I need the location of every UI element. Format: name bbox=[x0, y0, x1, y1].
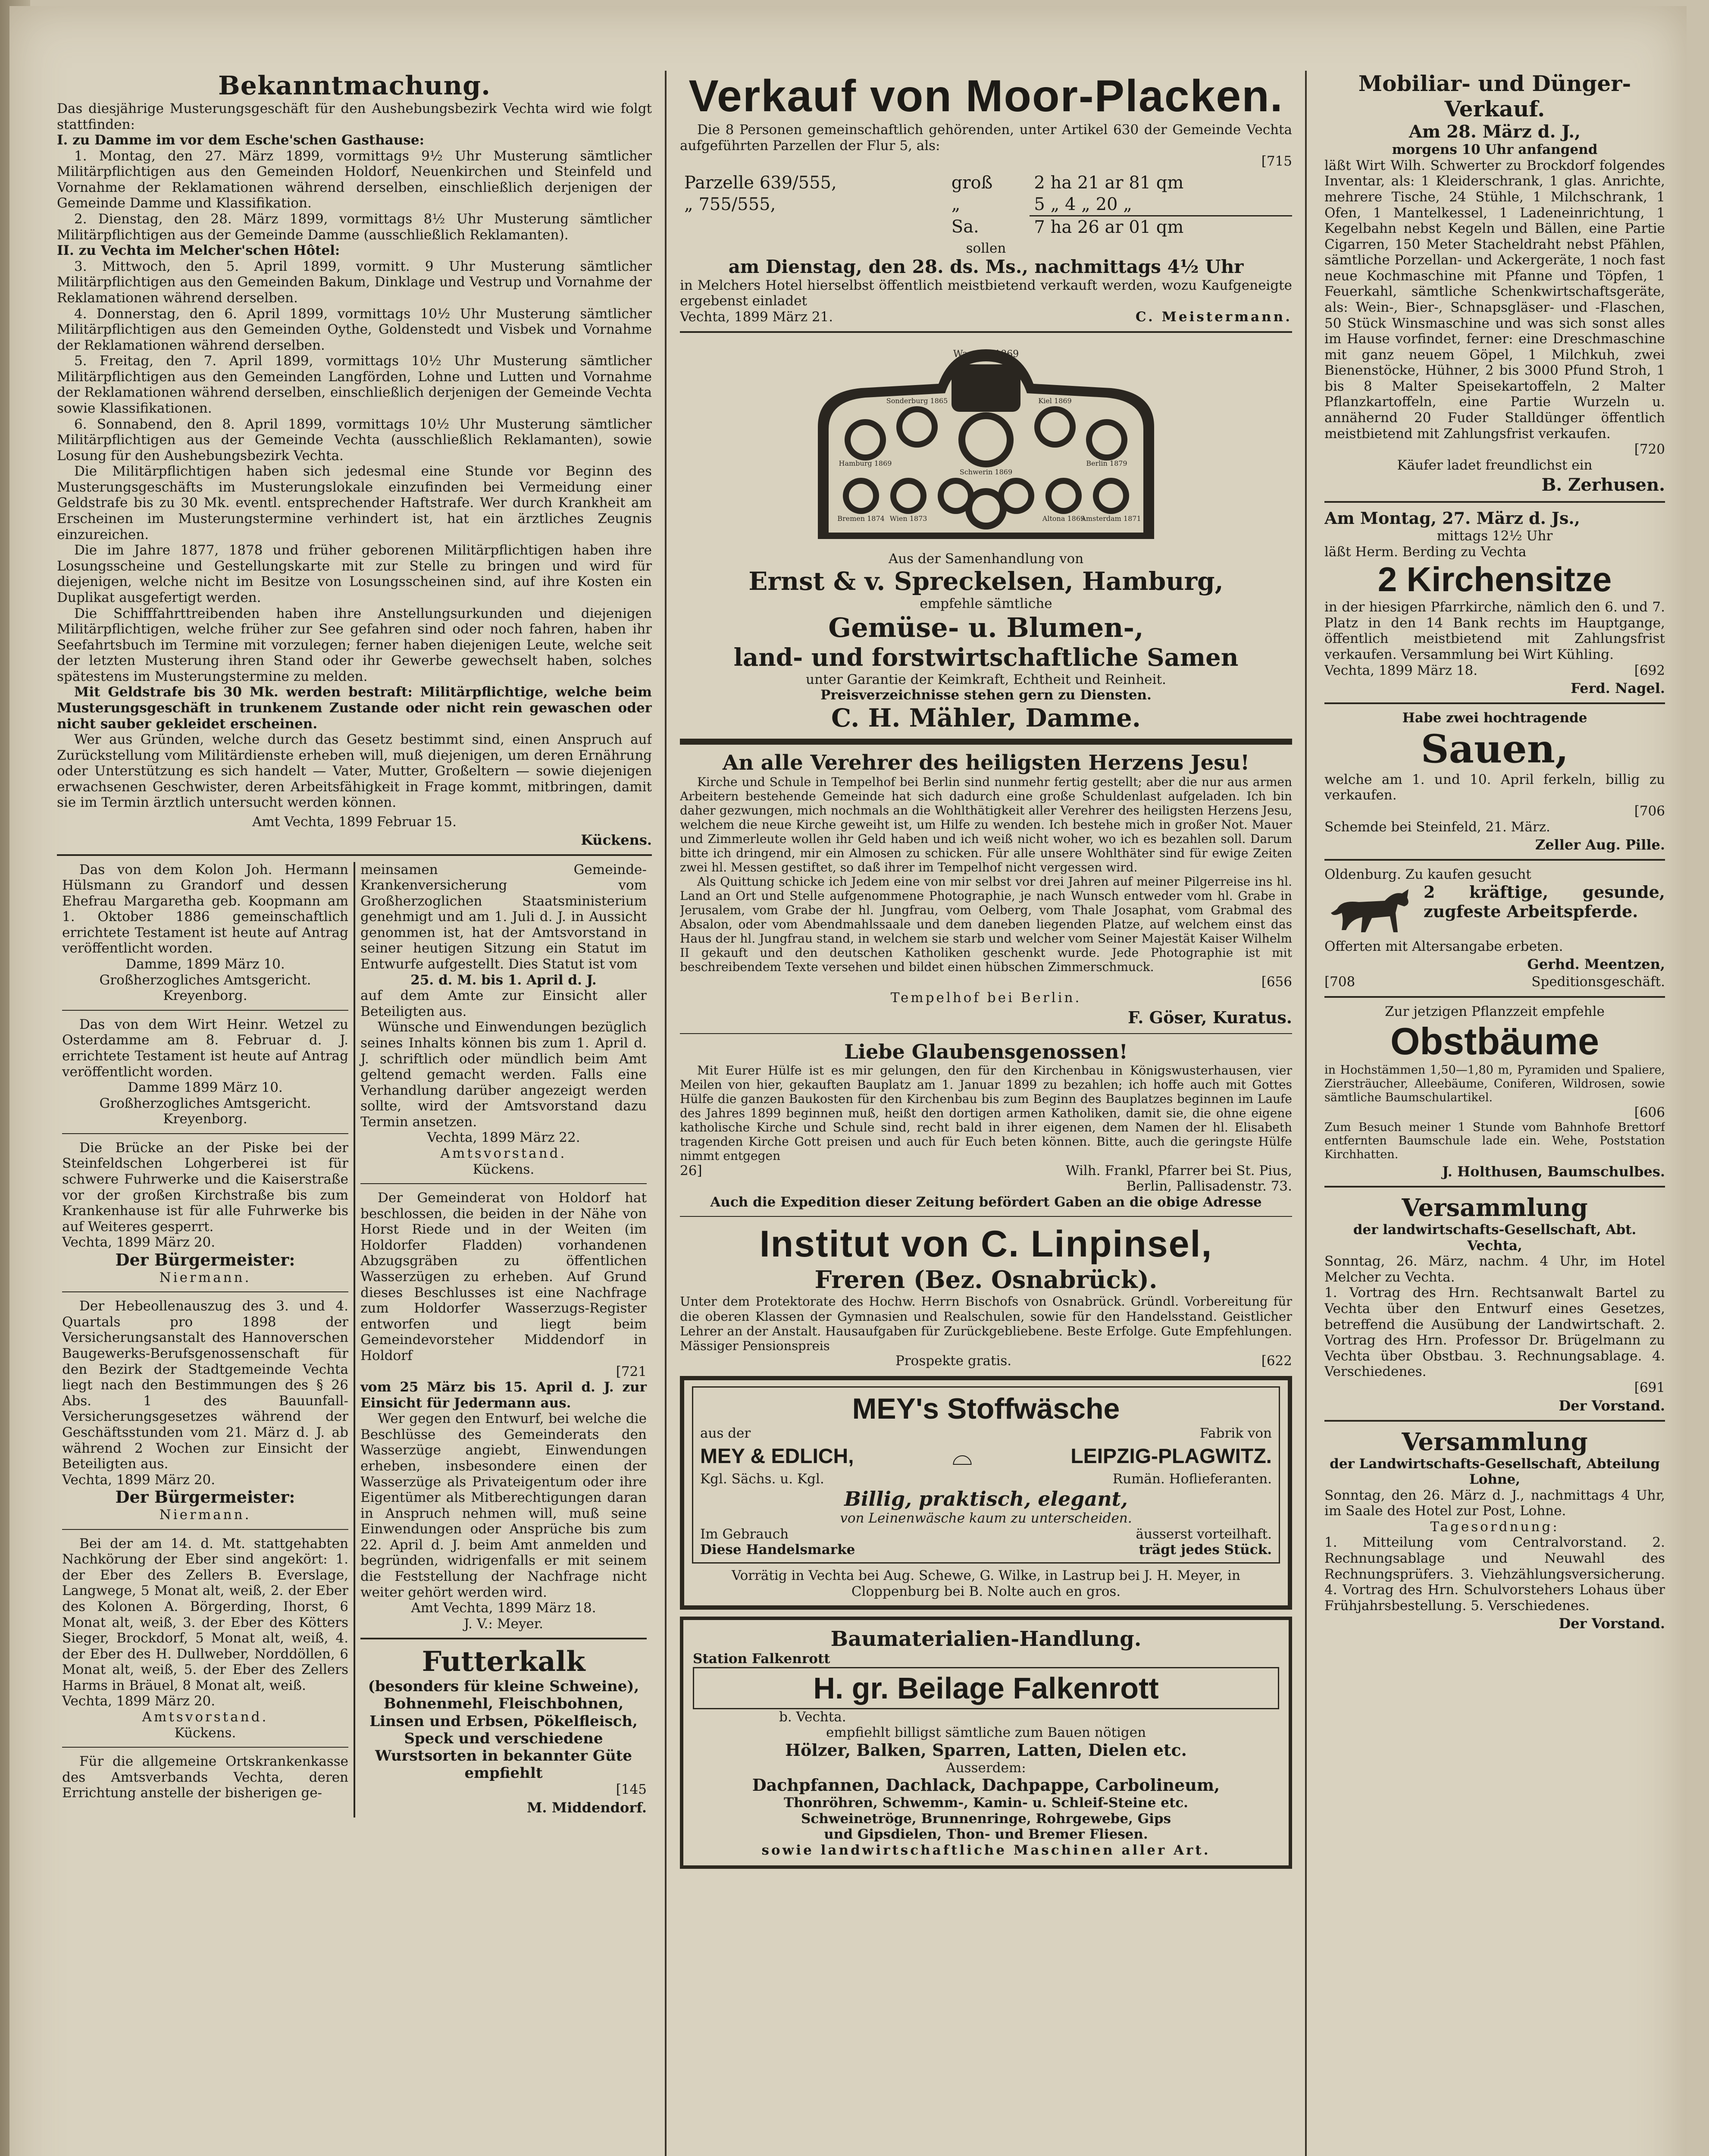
bau-line: und Gipsdielen, Thon- und Bremer Fliesen. bbox=[824, 1827, 1148, 1843]
mob-date: Am 28. März d. J., bbox=[1409, 122, 1581, 142]
parcel-label: Parzelle 639/555, bbox=[684, 172, 837, 193]
mob-signature: B. Zerhusen. bbox=[1541, 475, 1665, 495]
herz-body: Kirche und Schule in Tempelhof bei Berlin sind nunmehr fertig gestellt; aber die nur aus armen Arbeitern bestehende Gemeinde hat sich dadurch eine große Schuldenlast aufgeladen. Ich bin daher gezwungen, mich nochmals an die Wohlthätigkeit aller Verehrer des heiligsten Herzens Jesu, welchem die neue Kirche geweiht ist, um Hilfe zu wenden. Ich bestehe mich in großer Not. Mauer und Zimmerleute wollen ihr Geld haben und ich weiß nicht woher, wo ich es bezahlen soll. Darum bitte ich dringend, mir ein Almosen zu schicken. Für alle unsere Wohlthäter sind für ewige Zeiten zwei hl. Messen gestiftet, so daß ihrer im Tempelhof nicht vergessen wird. bbox=[680, 774, 1292, 875]
mey-supplier-left: Kgl. Sächs. u. Kgl. bbox=[700, 1471, 824, 1487]
ad-number: [606 bbox=[1634, 1104, 1665, 1120]
split-left bbox=[57, 862, 355, 1818]
parcel-size-label: „ bbox=[951, 194, 961, 215]
seed-line: Preisverzeichnisse stehen gern zu Diensten. bbox=[820, 687, 1152, 703]
ad-text: meinsamen Gemeinde-Krankenversicherung vom Großherzoglichen Staatsministerium genehmigt und am 1. Juli d. J. in Aussicht genommen ist, hat der Amtsvorstand in seiner heutigen Sitzung ein Statut im Entwurfe aufgestellt. Dies Statut ist vom bbox=[360, 862, 647, 972]
horse-icon bbox=[1324, 883, 1419, 939]
musterung-notice bbox=[57, 71, 652, 848]
mey-advertisement bbox=[680, 1376, 1292, 1610]
ad-court: Großherzogliches Amtsgericht. bbox=[99, 972, 311, 988]
ad-place: Vechta, 1899 März 20. bbox=[62, 1693, 216, 1709]
medal-emblem bbox=[809, 341, 1163, 543]
baumaterial-advertisement bbox=[680, 1617, 1292, 1868]
moor-place: Vechta, 1899 März 21. bbox=[680, 309, 833, 325]
mey-firm: MEY & EDLICH, bbox=[700, 1445, 854, 1468]
notice-item: 4. Donnerstag, den 6. April 1899, vormittags 10½ Uhr Musterung sämtlicher Militärpflichtigen aus den Gemeinden Oythe, Goldenstedt und Visbek und Vornahme der Reklamationen während derselben. bbox=[57, 306, 652, 353]
ob-signature: J. Holthusen, Baumschulbes. bbox=[1442, 1163, 1665, 1180]
mob-body: läßt Wirt Wilh. Schwerter zu Brockdorf folgendes Inventar, als: 1 Kleiderschrank, 1 glas. Anrichte, mehrere Tische, 24 Stühle, 1 Milchschrank, 1 Ofen, 1 Mantelkessel, 1 Ladeneinrichtung, 1 Kegelbahn nebst Kegeln und Bällen, eine Partie Cigarren, 150 Meter Stacheldraht nebst Pfählen, sämtliche Porzellan- und Ackergeräte, 1 noch fast neue Kochmaschine mit Pfanne und Töpfen, 1 Feuerkahl, sämtliche Schenkwirtschaftsgeräte, als: Wein-, Bier-, Schnapsgläser- und -Flaschen, 50 Stück Winsmaschine und was sich sonst alles im Hause vorfindet, ferner: eine Dreschmaschine mit ganz neuem Göpel, 1 Milchkuh, zwei Bienenstöcke, Hühner, 2 bis 3000 Pfund Stroh, 1 bis 8 Malter Speisekartoffeln, 2 Malter Pflanzkartoffeln, eine Partie Wurzeln u. annähernd 20 Fuder Stalldünger öffentlich meistbietend mit Zahlungsfrist verkaufen. bbox=[1324, 157, 1665, 442]
emblem-label: Schwerin 1869 bbox=[959, 467, 1013, 476]
v1-date: Sonntag, 26. März, nachm. 4 Uhr, im Hotel Melcher zu Vechta. bbox=[1324, 1253, 1665, 1285]
emblem-top-label: Wappen 1869 bbox=[953, 348, 1019, 360]
ad-text: Das von dem Wirt Heinr. Wetzel zu Osterdamme am 8. Februar d. J. errichtete Testament ist heute auf Antrag veröffentlicht worden. bbox=[62, 1016, 348, 1080]
herz-title: An alle Verehrer des heiligsten Herzens Jesu! bbox=[722, 750, 1250, 775]
sau-title: Sauen, bbox=[1421, 726, 1569, 772]
ad-number: [708 bbox=[1324, 974, 1355, 990]
glaub-note: Auch die Expedition dieser Zeitung befördert Gaben an die obige Adresse bbox=[710, 1194, 1262, 1210]
moor-sollen: sollen bbox=[966, 240, 1006, 256]
ad-signature: Niermann. bbox=[159, 1269, 251, 1285]
ad-number: [145 bbox=[616, 1782, 647, 1797]
emblem-label: Sonderburg 1865 bbox=[886, 396, 948, 405]
pf-line: 2 kräftige, gesunde, zugfeste Arbeitspferde. bbox=[1424, 882, 1665, 921]
mey-from: aus der bbox=[700, 1425, 751, 1441]
sau-body: welche am 1. und 10. April ferkeln, billig zu verkaufen. bbox=[1324, 771, 1665, 803]
ad-text: Für die allgemeine Ortskrankenkasse des Amtsverbands Vechta, deren Errichtung anstelle der bisherigen ge- bbox=[62, 1754, 348, 1801]
notice-signature: Kückens. bbox=[581, 831, 652, 848]
sau-head: Habe zwei hochtragende bbox=[1402, 710, 1587, 726]
notice-item: 5. Freitag, den 7. April 1899, vormittags 10½ Uhr Musterung sämtlicher Militärpflichtigen aus den Gemeinden Langförden, Lohne und Lutten und Vornahme der Reklamationen während derselben, einschließlich derjenigen der Gemeinde Vechta sowie Klassifikationen. bbox=[57, 353, 652, 416]
v2-items: 1. Mitteilung vom Centralvorstand. 2. Rechnungsablage und Neuwahl des Rechnungsprüfers. 3. Viehzählungsversicherung. 4. Vortrag des Hrn. Schulvorstehers Lohaus über Frühjahrsbestellung. 5. Verschiedenes. bbox=[1324, 1535, 1665, 1614]
ob-head: Zur jetzigen Pflanzzeit empfehle bbox=[1385, 1003, 1605, 1019]
sau-place: Schemde bei Steinfeld, 21. März. bbox=[1324, 819, 1550, 835]
kir-signature: Ferd. Nagel. bbox=[1571, 680, 1665, 697]
v2-date: Sonntag, den 26. März d. J., nachmittags 4 Uhr, im Saale des Hotel zur Post, Lohne. bbox=[1324, 1487, 1665, 1519]
moor-title: Verkauf von Moor-Placken. bbox=[689, 71, 1283, 121]
column-rule-1 bbox=[665, 71, 667, 2156]
ad-number: [720 bbox=[1634, 442, 1665, 458]
kir-date: Am Montag, 27. März d. Js., bbox=[1324, 508, 1580, 528]
bau-firm: H. gr. Beilage Falkenrott bbox=[693, 1667, 1279, 1709]
moor-signature: C. Meistermann. bbox=[1135, 309, 1292, 325]
pf-signature-sub: Speditionsgeschäft. bbox=[1531, 974, 1665, 990]
newspaper-page bbox=[9, 6, 1687, 2156]
mob-time: morgens 10 Uhr anfangend bbox=[1392, 142, 1598, 158]
ad-text: Die Brücke an der Piske bei der Steinfeldschen Lohgerberei ist für schwere Fuhrwerke und die Kaiserstraße vor der großen Kirchstraße bis zum Krankenhause ist für alle Fuhrwerke bis auf Weiteres gesperrt. bbox=[62, 1140, 348, 1235]
ad-signature: J. V.: Meyer. bbox=[463, 1616, 544, 1632]
notice-intro: Das diesjährige Musterungsgeschäft für den Aushebungsbezirk Vechta wird wie folgt stattfinden: bbox=[57, 101, 652, 132]
ad-place: Vechta, 1899 März 20. bbox=[62, 1235, 216, 1250]
ad-text: Der Hebeollenauszug des 3. und 4. Quartals pro 1898 der Versicherungsanstalt des Hannoverschen Baugewerks-Berufsgenossenschaft für den Bezirk der Stadtgemeinde Vechta liegt nach den Bestimmungen des § 26 Abs. 1 des Bauunfall-Versicherungsgesetzes während der Geschäftsstunden vom 21. März d. J. ab während 2 Wochen zur Einsicht der Beteiligten aus. bbox=[62, 1298, 348, 1472]
herz-signature: F. Göser, Kuratus. bbox=[1128, 1007, 1292, 1027]
futterkalk-body: (besonders für kleine Schweine), Bohnenmehl, Fleischbohnen, Linsen und Erbsen, Pökelfleisch, Speck und verschiedene Wurstsorten in bekannter Güte empfiehlt bbox=[368, 1678, 639, 1782]
glaub-body: Mit Eurer Hülfe ist es mir gelungen, den für den Kirchenbau in Königswusterhausen, vier Meilen von hier, gekauften Bauplatz am 1. Januar 1899 zu bezahlen; ich hoffe auch mit Gottes Hülfe die ganzen Baukosten für den Kirchenbau bis zum Beginn des Bauplatzes beginnen im Laufe des Jahres 1899 beginnen muß, heißt den dortigen armen Katholiken, damit sie, die ohne eigene katholische Kirche und Schule sind, recht bald in ihrer eigenen, dem Namen der hl. Elisabeth tragenden Kirche Gott preisen und auch für Euch beten können. Bitte, auch die geringste Hülfe nimmt entgegen bbox=[680, 1063, 1292, 1163]
mey-slogan: Billig, praktisch, elegant, bbox=[844, 1487, 1128, 1511]
ad-number: [692 bbox=[1634, 662, 1665, 678]
ad-text: Der Gemeinderat von Holdorf hat beschlossen, die beiden in der Nähe von Horst Riede und in der Weiten (im Holdorfer Fladden) vorhandenen Abzugsgräben zu öffentlichen Wasserzügen zu erheben. Auf Grund dieses Beschlusses ist eine Nachfrage zum Holdorfer Wasserzugs-Register entworfen und liegt beim Gemeindevorsteher Middendorf in Holdorf bbox=[360, 1190, 647, 1363]
mob-end: Käufer ladet freundlichst ein bbox=[1397, 457, 1593, 473]
parcel-table bbox=[680, 172, 1292, 238]
bau-line: Schweinetröge, Brunnenringe, Rohrgewebe, Gips bbox=[801, 1811, 1171, 1827]
emblem-label: Berlin 1879 bbox=[1086, 459, 1127, 467]
bau-line: sowie landwirtschaftliche Maschinen aller Art. bbox=[761, 1842, 1211, 1858]
ad-signature: Kückens. bbox=[174, 1725, 236, 1741]
ad-number: [715 bbox=[1261, 154, 1292, 169]
institut-body: Unter dem Protektorate des Hochw. Herrn Bischofs von Osnabrück. Gründl. Vorbereitung für die oberen Klassen der Gymnasien und Realschulen, sowie für den Handelsstand. Geistlicher Lehrer an der Anstalt. Hausaufgaben für Zurückgebliebene. Beste Erfolge. Gute Empfehlungen. Mässiger Pensionspreis bbox=[680, 1294, 1292, 1354]
moor-body: in Melchers Hotel hierselbst öffentlich meistbietend verkauft werden, wozu Kaufgeneigte ergebenst einladet bbox=[680, 277, 1292, 309]
bau-station: Station Falkenrott bbox=[693, 1651, 830, 1667]
moor-date: am Dienstag, den 28. ds. Ms., nachmittags 4½ Uhr bbox=[728, 256, 1244, 278]
column-left bbox=[57, 71, 652, 2156]
ad-text: Bei der am 14. d. Mt. stattgehabten Nachkörung der Eber sind angekört: 1. der Eber des Zellers B. Everslage, Langwege, 5 Monat alt, weiß, 2. der Eber des Kolonen A. Börgerding, Ihorst, 6 Monat alt, weiß, 3. der Eber des Kötters Sieger, Brockdorf, 5 Monat alt, weiß, 4. der Eber des H. Dullweber, Norddöllen, 6 Monat alt, weiß, 5. der Eber des Zellers Harms in Bräuel, 8 Monat alt, weiß. bbox=[62, 1536, 348, 1693]
glaub-signature: Wilh. Frankl, Pfarrer bei St. Pius, bbox=[1065, 1163, 1292, 1178]
ad-place: Damme, 1899 März 10. bbox=[125, 956, 285, 972]
seed-title: Gemüse- u. Blumen-, bbox=[828, 611, 1144, 643]
v2-title: Versammlung bbox=[1402, 1427, 1588, 1456]
notice-item: 3. Mittwoch, den 5. April 1899, vormitt. 9 Uhr Musterung sämtlicher Militärpflichtigen aus den Gemeinden Bakum, Dinklage und Vestrup und Vornahme der Reklamationen während derselben. bbox=[57, 258, 652, 306]
ad-text: auf dem Amte zur Einsicht aller Beteiligten aus. bbox=[360, 988, 647, 1019]
seed-title: land- und forstwirtschaftliche Samen bbox=[733, 643, 1239, 672]
ad-signature: Kreyenborg. bbox=[163, 1111, 247, 1127]
herz-body: Als Quittung schicke ich Jedem eine von mir selbst vor drei Jahren auf meiner Pilgerreise ins hl. Land an Ort und Stelle aufgenommene Photographie, je nach Wunsch entweder vom hl. Grabe in Jerusalem, vom Grabe der hl. Jungfrau, vom Oelberg, vom Thale Josaphat, vom Grabmal des Absalon, oder vom Abendmahlssaale und dem daneben liegenden Platze, auf welchem einst das Haus der hl. Jungfrau stand, in welchem sie starb und welcher vom Seiner Majestät Kaiser Wilhelm II gekauft und den deutschen Katholiken geschenkt wurde. Jede Photographie ist mit beschreibendem Texte versehen und bildet einen hübschen Zimmerschmuck. bbox=[680, 874, 1292, 975]
notice-place: Amt Vechta, 1899 Februar 15. bbox=[252, 814, 457, 830]
lower-split bbox=[57, 862, 652, 1818]
herz-place: Tempelhof bei Berlin. bbox=[890, 990, 1082, 1006]
emblem-label: Kiel 1869 bbox=[1038, 396, 1072, 405]
sau-signature: Zeller Aug. Pille. bbox=[1535, 837, 1665, 853]
ad-signature: Niermann. bbox=[159, 1507, 251, 1523]
institut-subtitle: Freren (Bez. Osnabrück). bbox=[814, 1266, 1158, 1294]
ad-court: Großherzogliches Amtsgericht. bbox=[99, 1095, 311, 1111]
mey-city: LEIPZIG-PLAGWITZ. bbox=[1070, 1445, 1272, 1468]
ad-number: [622 bbox=[1261, 1353, 1292, 1369]
ad-heading: Der Bürgermeister: bbox=[115, 1250, 295, 1269]
parcel-label bbox=[680, 216, 947, 238]
column-middle bbox=[680, 71, 1292, 2156]
ad-date: 25. d. M. bis 1. April d. J. bbox=[410, 972, 597, 988]
kir-line: läßt Herm. Berding zu Vechta bbox=[1324, 544, 1527, 560]
bau-line: empfiehlt billigst sämtliche zum Bauen nötigen bbox=[826, 1725, 1146, 1741]
emblem-label: Bremen 1874 bbox=[837, 514, 885, 523]
kir-body: in der hiesigen Pfarrkirche, nämlich den 6. und 7. Platz in den 14 Bank rechts im Hauptgange, öffentlich meistbietend mit Zahlungsfrist verkaufen. Versammlung bei Wirt Kühling. bbox=[1324, 599, 1665, 663]
ad-heading: Amtsvorstand. bbox=[440, 1146, 567, 1161]
collar-icon: ⌓ bbox=[952, 1441, 973, 1472]
ad-place: Damme 1899 März 10. bbox=[128, 1080, 283, 1096]
mey-supplier-right: Rumän. Hoflieferanten. bbox=[1112, 1471, 1272, 1487]
notice-item: 1. Montag, den 27. März 1899, vormittags 9½ Uhr Musterung sämtlicher Militärpflichtigen aus den Gemeinden Holdorf, Neuenkirchen und Steinfeld und Vornahme der Reklamationen während derselben, einschließlich derjenigen der Gemeinde Damme und Klassifikation. bbox=[57, 148, 652, 211]
seed-firm: Ernst & v. Spreckelsen, Hamburg, bbox=[748, 567, 1224, 596]
notice-paragraph: Mit Geldstrafe bis 30 Mk. werden bestraft: Militärpflichtige, welche beim Musterungsgeschäft in trunkenem Zustande oder nicht rein gewaschen oder nicht sauber gekleidet erscheinen. bbox=[57, 684, 652, 732]
kir-time: mittags 12½ Uhr bbox=[1437, 528, 1553, 544]
ob-body2: Zum Besuch meiner 1 Stunde vom Bahnhofe Brettorf entfernten Baumschule lade ein. Wehe, Poststation Kirchhatten. bbox=[1324, 1120, 1665, 1162]
mey-mark2: trägt jedes Stück. bbox=[1139, 1542, 1272, 1558]
bau-line: Hölzer, Balken, Sparren, Latten, Dielen etc. bbox=[785, 1740, 1187, 1760]
table-row bbox=[680, 194, 1292, 216]
emblem-label: Hamburg 1869 bbox=[839, 459, 892, 467]
futterkalk-title: Futterkalk bbox=[422, 1645, 585, 1678]
glaub-title: Liebe Glaubensgenossen! bbox=[844, 1040, 1128, 1063]
notice-section: II. zu Vechta im Melcher'schen Hôtel: bbox=[57, 243, 340, 259]
emblem-label: Amsterdam 1871 bbox=[1081, 514, 1141, 523]
notice-paragraph: Die Militärpflichtigen haben sich jedesmal eine Stunde vor Beginn des Musterungsgeschäfts im Musterungslokale einzufinden bei Vermeidung einer Geldstrafe bis zu 30 Mk. eventl. entsprechender Haftstrafe. Wer durch Krankheit am Erscheinen im Musterungstermine verhindert ist, hat ein ärztliches Zeugnis einzureichen. bbox=[57, 464, 652, 542]
ad-place: Amt Vechta, 1899 März 18. bbox=[411, 1600, 596, 1616]
futterkalk-signature: M. Middendorf. bbox=[527, 1799, 647, 1816]
notice-section: I. zu Damme im vor dem Esche'schen Gasthause: bbox=[57, 132, 425, 148]
notice-item: 2. Dienstag, den 28. März 1899, vormittags 8½ Uhr Musterung sämtlicher Militärpflichtigen aus der Gemeinde Damme (ausschließlich Reklamanten). bbox=[57, 211, 652, 243]
parcel-area: 5 „ 4 „ 20 „ bbox=[1030, 194, 1292, 216]
medal-emblem-graphic bbox=[809, 341, 1163, 543]
ad-heading: Der Bürgermeister: bbox=[115, 1487, 295, 1507]
ad-number: 26] bbox=[680, 1163, 702, 1178]
mey-fabrik: Fabrik von bbox=[1199, 1425, 1272, 1441]
moor-intro: Die 8 Personen gemeinschaftlich gehörenden, unter Artikel 630 der Gemeinde Vechta aufgeführten Parzellen der Flur 5, als: bbox=[680, 122, 1292, 154]
split-right bbox=[355, 862, 652, 1818]
glaub-address: Berlin, Pallisadenstr. 73. bbox=[1126, 1178, 1292, 1194]
ad-place: Vechta, 1899 März 22. bbox=[427, 1130, 580, 1146]
v1-signature: Der Vorstand. bbox=[1559, 1397, 1665, 1414]
ad-number: [691 bbox=[1634, 1379, 1665, 1395]
ad-number: [721 bbox=[616, 1363, 647, 1379]
parcel-size-label: groß bbox=[951, 172, 993, 193]
ad-text: Das von dem Kolon Joh. Hermann Hülsmann zu Grandorf und dessen Ehefrau Margaretha geb. Koopmann am 1. Oktober 1886 gemeinschaftlich errichtete Testament ist heute auf Antrag veröffentlicht worden. bbox=[62, 862, 348, 956]
v2-tages: Tagesordnung: bbox=[1430, 1519, 1559, 1535]
bau-location: b. Vechta. bbox=[779, 1709, 846, 1725]
ad-date: vom 25 März bis 15. April d. J. zur Einsicht für Jedermann aus. bbox=[360, 1379, 647, 1411]
mey-dealers: Vorrätig in Vechta bei Aug. Schewe, G. Wilke, in Lastrup bei J. H. Meyer, in Cloppenburg bei B. Nolte auch en gros. bbox=[732, 1568, 1240, 1599]
column-rule-2 bbox=[1305, 71, 1307, 2156]
v1-items: 1. Vortrag des Hrn. Rechtsanwalt Bartel zu Vechta über den Entwurf eines Gesetzes, betreffend die Ausübung der Landwirtschaft. 2. Vortrag des Hrn. Professor Dr. Brügelmann zu Vechta über Obstbau. 3. Rechnungsablage. 4. Verschiedenes. bbox=[1324, 1285, 1665, 1380]
ad-place: Vechta, 1899 März 20. bbox=[62, 1472, 216, 1488]
pf-line: Oldenburg. Zu kaufen gesucht bbox=[1324, 867, 1531, 883]
bau-line: Thonröhren, Schwemm-, Kamin- u. Schleif-Steine etc. bbox=[784, 1795, 1188, 1811]
parcel-area: 7 ha 26 ar 01 qm bbox=[1034, 217, 1184, 237]
bau-heading: Baumaterialien-Handlung. bbox=[830, 1627, 1142, 1651]
notice-paragraph: Die im Jahre 1877, 1878 und früher geborenen Militärpflichtigen haben ihre Losungsscheine und Gestellungskarte mit zur Stelle zu bringen und wird für diejenigen, welche nicht im Besitze von Losungsscheinen sind, auf ihre Kosten ein Duplikat ausgefertigt werden. bbox=[57, 542, 652, 605]
seed-line: Aus der Samenhandlung von bbox=[888, 551, 1084, 567]
mey-mark: Diese Handelsmarke bbox=[700, 1542, 855, 1558]
seed-signature: C. H. Mähler, Damme. bbox=[831, 703, 1141, 733]
pferde-advertisement bbox=[1324, 867, 1665, 990]
ob-title: Obstbäume bbox=[1390, 1020, 1599, 1063]
emblem-label: Wien 1873 bbox=[889, 514, 927, 523]
v1-sub: der landwirtschafts-Gesellschaft, Abt. Vechta, bbox=[1353, 1222, 1637, 1253]
table-row bbox=[680, 172, 1292, 194]
parcel-area: 2 ha 21 ar 81 qm bbox=[1034, 172, 1184, 193]
ad-number: [656 bbox=[1261, 974, 1292, 990]
mey-use: Im Gebrauch bbox=[700, 1526, 789, 1542]
column-right bbox=[1324, 71, 1665, 2156]
bau-line: Dachpfannen, Dachlack, Dachpappe, Carbolineum, bbox=[752, 1775, 1220, 1795]
notice-title: Bekanntmachung. bbox=[218, 71, 491, 101]
pf-line: Offerten mit Altersangabe erbeten. bbox=[1324, 938, 1563, 954]
emblem-label: Altona 1869 bbox=[1042, 514, 1085, 523]
ad-text: Wer gegen den Entwurf, bei welche die Beschlüsse des Gemeinderats den Wasserzüge angiebt, Einwendungen erheben, insbesondere einen der Wasserzüge als Privateigentum oder ihre Eigentümer als Mitberechtigungen daran in Anspruch nehmen will, muß seine Einwendungen oder Ansprüche bis zum 22. April d. J. beim Amt anmelden und begründen, widrigenfalls er mit seinem die Feststellung der Nachfrage nicht weiter gehört werden wird. bbox=[360, 1411, 647, 1600]
notice-paragraph: Wer aus Gründen, welche durch das Gesetz bestimmt sind, einen Anspruch auf Zurückstellung vom Militärdienste erheben will, muß diejenigen, um deren Ernährung oder Unterstützung es sich handelt — Vater, Mutter, Großeltern — sowie diejenigen erwachsenen Geschwister, deren Arbeitsfähigkeit in Frage kommt, mitbringen, damit sie im Termin ärztlich untersucht werden können. bbox=[57, 732, 652, 811]
institut-end: Prospekte gratis. bbox=[895, 1353, 1012, 1369]
seed-line: empfehle sämtliche bbox=[920, 596, 1052, 612]
pf-signature: Gerhd. Meentzen, bbox=[1527, 956, 1665, 973]
bau-line: Ausserdem: bbox=[946, 1760, 1026, 1776]
institut-title: Institut von C. Linpinsel, bbox=[759, 1223, 1213, 1265]
mey-slogan-sub: von Leinenwäsche kaum zu unterscheiden. bbox=[840, 1510, 1132, 1526]
ob-body: in Hochstämmen 1,50—1,80 m, Pyramiden und Spaliere, Ziersträucher, Alleebäume, Coniferen, Wildrosen, sowie sämtliche Baumschulartikel. bbox=[1324, 1063, 1665, 1105]
parcel-size-label: Sa. bbox=[951, 216, 979, 237]
v2-signature: Der Vorstand. bbox=[1559, 1615, 1665, 1632]
kir-title: 2 Kirchensitze bbox=[1377, 560, 1612, 599]
parcel-label: „ 755/555, bbox=[684, 194, 776, 215]
v1-title: Versammlung bbox=[1402, 1194, 1588, 1222]
ad-text: Wünsche und Einwendungen bezüglich seines Inhalts können bis zum 1. April d. J. schriftlich oder mündlich beim Amt geltend gemacht werden. Falls eine Verhandlung darüber angezeigt werden sollte, wird der Amtsvorstand dazu Termin ansetzen. bbox=[360, 1019, 647, 1130]
ad-signature: Kückens. bbox=[473, 1161, 535, 1177]
table-row bbox=[680, 216, 1292, 238]
seed-line: unter Garantie der Keimkraft, Echtheit und Reinheit. bbox=[806, 671, 1166, 687]
kir-place: Vechta, 1899 März 18. bbox=[1324, 662, 1478, 678]
mey-advantage: äusserst vorteilhaft. bbox=[1136, 1526, 1272, 1542]
mob-title: Mobiliar- und Dünger-Verkauf. bbox=[1358, 71, 1631, 122]
notice-paragraph: Die Schifffahrttreibenden haben ihre Anstellungsurkunden und diejenigen Militärpflichtigen, welche früher zur See gefahren sind oder noch fahren, haben ihr Seefahrtsbuch im Termine mit vorzulegen; ferner haben diejenigen Leute, welche seit der letzten Musterung ihren Stand oder ihr Gewerbe gewechselt haben, solches spätestens im Musterungstermine zu melden. bbox=[57, 605, 652, 684]
ad-number: [706 bbox=[1634, 803, 1665, 819]
ad-heading: Amtsvorstand. bbox=[142, 1709, 269, 1725]
ad-signature: Kreyenborg. bbox=[163, 988, 247, 1004]
mey-title: MEY's Stoffwäsche bbox=[852, 1392, 1120, 1425]
notice-item: 6. Sonnabend, den 8. April 1899, vormittags 10½ Uhr Musterung sämtlicher Militärpflichtigen aus der Gemeinde Vechta (ausschließlich Reklamanten), sowie Losung für den Aushebungsbezirk Vechta. bbox=[57, 416, 652, 464]
v2-sub: der Landwirtschafts-Gesellschaft, Abteilung Lohne, bbox=[1330, 1456, 1660, 1488]
